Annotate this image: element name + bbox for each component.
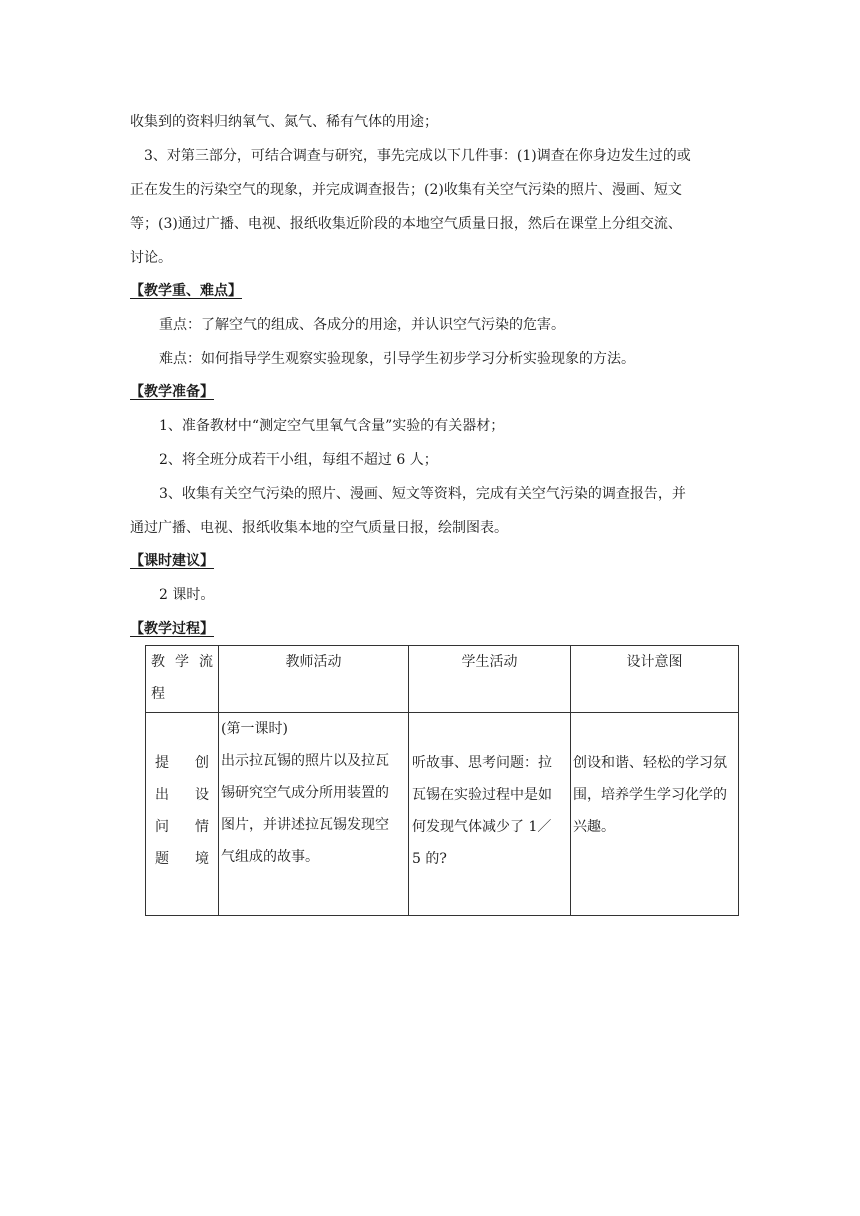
prep-item: 通过广播、电视、报纸收集本地的空气质量日报，绘制图表。 bbox=[130, 520, 508, 536]
teacher-activity-line: 气组成的故事。 bbox=[221, 849, 319, 865]
design-intent-line: 兴趣。 bbox=[573, 819, 615, 835]
table-header-row bbox=[146, 646, 739, 713]
stage-char: 创 bbox=[195, 755, 209, 771]
student-activity-cell bbox=[409, 713, 571, 916]
header-cell-intent: 设计意图 bbox=[571, 646, 739, 713]
hours-text: 2 课时。 bbox=[159, 587, 215, 603]
header-flow-line: 程 bbox=[151, 686, 165, 702]
difficulty-text: 难点：如何指导学生观察实验现象，引导学生初步学习分析实验现象的方法。 bbox=[159, 351, 635, 367]
lesson-label: (第一课时) bbox=[221, 721, 288, 737]
stage-char: 情 bbox=[195, 819, 209, 835]
header-cell-student: 学生活动 bbox=[409, 646, 571, 713]
teacher-activity-cell bbox=[219, 713, 409, 916]
paragraph-line: 讨论。 bbox=[130, 250, 172, 266]
stage-cell bbox=[146, 713, 219, 916]
section-heading-preparation: 【教学准备】 bbox=[130, 384, 214, 400]
section-heading-hours: 【课时建议】 bbox=[130, 553, 214, 569]
paragraph-line: 3、对第三部分，可结合调查与研究，事先完成以下几件事：(1)调查在你身边发生过的或 bbox=[144, 148, 691, 164]
section-heading-process: 【教学过程】 bbox=[130, 621, 214, 637]
teaching-process-table bbox=[145, 645, 739, 916]
prep-item: 2、将全班分成若干小组，每组不超过 6 人； bbox=[159, 452, 438, 468]
teacher-activity-line: 图片，并讲述拉瓦锡发现空 bbox=[221, 817, 389, 833]
stage-char: 出 bbox=[155, 787, 169, 803]
stage-char: 问 bbox=[155, 819, 169, 835]
paragraph-line: 正在发生的污染空气的现象，并完成调查报告；(2)收集有关空气污染的照片、漫画、短文 bbox=[130, 182, 682, 198]
stage-char: 提 bbox=[155, 755, 169, 771]
section-heading-key-points: 【教学重、难点】 bbox=[130, 283, 242, 299]
prep-item: 1、准备教材中“测定空气里氧气含量”实验的有关器材； bbox=[159, 418, 505, 434]
paragraph-line: 等；(3)通过广播、电视、报纸收集近阶段的本地空气质量日报，然后在课堂上分组交流、 bbox=[130, 216, 682, 232]
stage-char: 境 bbox=[195, 851, 209, 867]
student-activity-line: 听故事、思考问题：拉 bbox=[412, 755, 552, 771]
student-activity-line: 5 的? bbox=[412, 851, 447, 867]
teacher-activity-line: 锡研究空气成分所用装置的 bbox=[221, 785, 389, 801]
stage-char: 题 bbox=[155, 851, 169, 867]
header-flow-line: 教 学 流 bbox=[151, 654, 213, 670]
prep-item: 3、收集有关空气污染的照片、漫画、短文等资料，完成有关空气污染的调查报告，并 bbox=[159, 486, 686, 502]
student-activity-line: 何发现气体减少了 1／ bbox=[412, 819, 552, 835]
stage-char: 设 bbox=[195, 787, 209, 803]
header-cell-teacher: 教师活动 bbox=[219, 646, 409, 713]
design-intent-line: 创设和谐、轻松的学习氛 bbox=[573, 755, 727, 771]
student-activity-line: 瓦锡在实验过程中是如 bbox=[412, 787, 552, 803]
design-intent-cell bbox=[571, 713, 739, 916]
stage-grid bbox=[149, 747, 215, 875]
design-intent-line: 围，培养学生学习化学的 bbox=[573, 787, 727, 803]
table-row bbox=[146, 713, 739, 916]
focus-text: 重点：了解空气的组成、各成分的用途，并认识空气污染的危害。 bbox=[159, 317, 565, 333]
header-cell-flow bbox=[146, 646, 219, 713]
paragraph-line: 收集到的资料归纳氧气、氮气、稀有气体的用途； bbox=[130, 114, 438, 130]
teacher-activity-line: 出示拉瓦锡的照片以及拉瓦 bbox=[221, 753, 389, 769]
